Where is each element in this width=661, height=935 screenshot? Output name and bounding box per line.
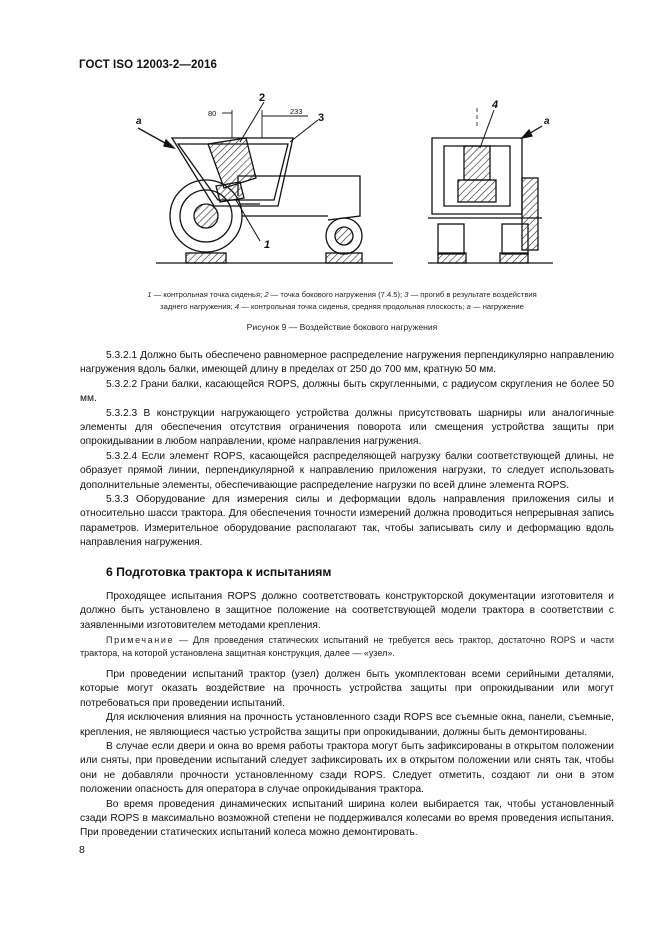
paragraph-5-3-2-2: 5.3.2.2 Грани балки, касающейся ROPS, должны быть скругленными, с радиусом скругления не более 50 мм. xyxy=(80,378,614,405)
figure-caption: Рисунок 9 — Воздействие бокового нагружения xyxy=(246,322,438,332)
paragraph-track-width: Во время проведения динамических испытаний ширина колеи выбирается так, чтобы установленный сзади ROPS в максимально возможной степени не поддерживался колесами во время проведения испытания. При проведении статических испытаний колеса можно демонтировать. xyxy=(80,798,614,839)
load-beam-front xyxy=(464,146,490,180)
tyre-tread xyxy=(522,178,538,250)
support-block xyxy=(186,253,226,263)
paragraph-5-3-2-3: 5.3.2.3 В конструкции нагружающего устройства должны присутствовать шарниры или аналогичные элементы для обеспечения отсутствия ограничения поворота или смещения устройства защиты при опрокидывании в любом направлении, кроме направления нагружения. xyxy=(80,407,614,448)
figure-side-loading xyxy=(128,88,558,278)
section-6-body xyxy=(80,668,614,841)
paragraph-doors-windows: В случае если двери и окна во время работы трактора могут быть зафиксированы в открытом положении или сняты, при проведении испытаний следует зафиксировать их в открытом положении или снять так, чтобы они не добавляли прочности установленному сзади ROPS. Следует отметить, создают ли они в этом положении опасность для оператора в случае опрокидывания трактора. xyxy=(80,741,614,796)
paragraph-5-3-2-1: 5.3.2.1 Должно быть обеспечено равномерное распределение нагружения перпендикулярно направлению нагружения вдоль балки, имеющей длину в пределах от 250 до 700 мм, кратную 50 мм. xyxy=(80,350,614,376)
callout-3: 3 xyxy=(318,112,325,124)
document-header: ГОСТ ISO 12003-2—2016 xyxy=(79,59,217,71)
paragraph-removal: Для исключения влияния на прочность установленного сзади ROPS все съемные окна, панели, съемные, крепления, не являющиеся частью устройства защиты при опрокидывании, должны быть демонтированы. xyxy=(80,712,614,738)
seat xyxy=(216,182,244,202)
paragraph-completeness: При проведении испытаний трактор (узел) должен быть укомплектован всеми серийными деталями, которые могут оказать воздействие на прочность устройства защиты при опрокидывании или могут потребоваться при проведении испытаний. xyxy=(80,669,614,709)
load-beam xyxy=(208,138,256,188)
note-label: Примечание xyxy=(106,635,175,645)
left-wheel-front-view xyxy=(438,224,464,254)
paragraph-5-3-3: 5.3.3 Оборудование для измерения силы и деформации вдоль направления приложения силы и относительно шасси трактора. Для обеспечения точности измерений должна проводиться непрерывная запись параметров. Измерительное оборудование располагают так, чтобы записывать силу и деформацию вдоль направления нагружения. xyxy=(80,494,614,549)
figure-legend: 1 — контрольная точка сиденья; 2 — точка бокового нагружения (7.4.5); 3 — прогиб в результате воздействия заднего нагружения; 4 — контрольная точка сиденья, средняя продольная плоскость; a — нагружение xyxy=(147,290,537,311)
paragraph-5-3-2-4: 5.3.2.4 Если элемент ROPS, касающейся распределяющей нагрузку балки соответствующей длины, не образует прямой линии, перпендикулярной к направлению приложения нагрузки, то следует использовать дополнительные элементы, обеспечивающие распределение нагрузки по всей длине элемента ROPS. xyxy=(80,450,614,491)
callout-2: 2 xyxy=(259,92,266,104)
callout-a-left: a xyxy=(136,116,142,127)
arrowhead xyxy=(522,130,532,138)
note-text: — Для проведения статических испытаний не требуется весь трактор, достаточно ROPS и части трактора, на которой установлена защитная конструкция, далее — «узел». xyxy=(80,635,614,658)
page-number: 8 xyxy=(79,844,85,856)
paragraph-intro: Проходящее испытания ROPS должно соответствовать конструкторской документации изготовителя и должно быть установлено в защитное положение на соответствующей модели трактора в соответствии с заявленными изготовителем методами крепления. xyxy=(80,591,614,631)
hood-outline xyxy=(238,176,360,220)
section-5-3-text xyxy=(80,349,614,551)
note-block xyxy=(80,634,614,660)
callout-1: 1 xyxy=(264,239,271,251)
callout-4: 4 xyxy=(492,99,499,111)
arrowhead xyxy=(164,140,174,148)
rear-hub xyxy=(194,204,218,228)
section-6-intro xyxy=(80,590,614,633)
dimension-80: 80 xyxy=(208,109,217,118)
front-hub xyxy=(335,227,353,245)
callout-a-right: a xyxy=(544,116,550,127)
seat-front xyxy=(458,180,496,202)
section-6-heading: 6 Подготовка трактора к испытаниям xyxy=(106,565,332,579)
dimension-233: 233 xyxy=(290,107,303,116)
